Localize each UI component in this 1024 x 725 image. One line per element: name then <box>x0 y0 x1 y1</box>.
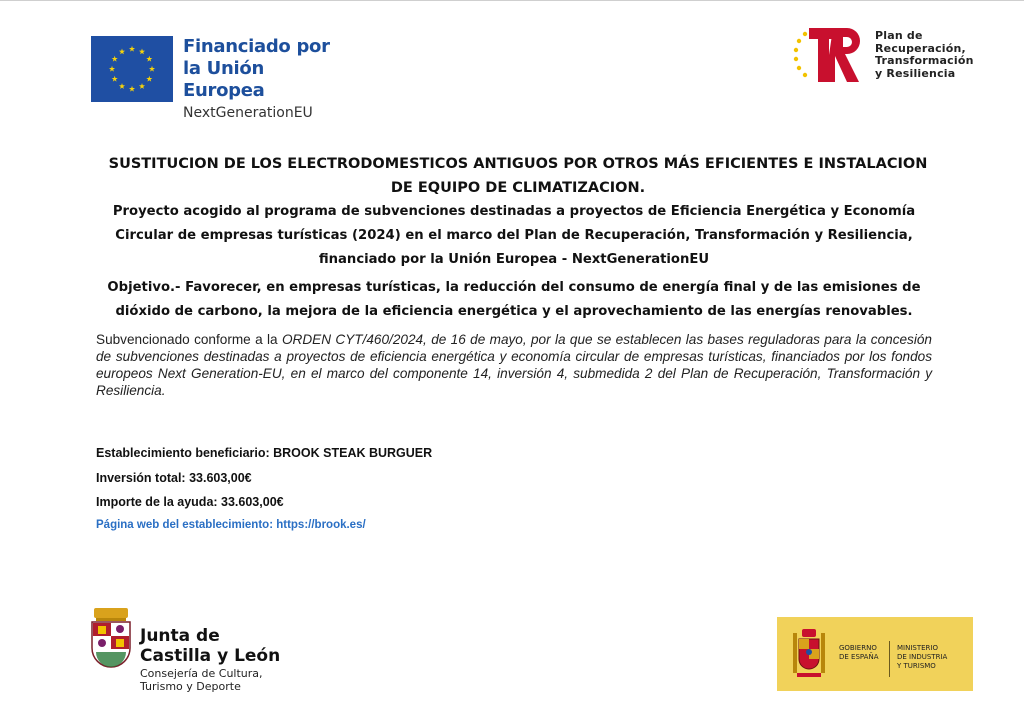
junta-castilla-leon-logo <box>88 606 318 696</box>
aid-amount-line: Importe de la ayuda: 33.603,00€ <box>96 495 284 509</box>
eu-logo-line2: la Unión Europea <box>183 58 265 101</box>
beneficiary-line: Establecimiento beneficiario: BROOK STEAK BURGUER <box>96 446 433 460</box>
eu-funding-logo <box>91 36 331 121</box>
prtr-line4: y Resiliencia <box>875 66 956 80</box>
prtr-mark-icon <box>791 26 867 84</box>
total-investment-line: Inversión total: 33.603,00€ <box>96 471 252 485</box>
gobierno-line2: DE ESPAÑA <box>839 653 879 661</box>
junta-sub-line1: Consejería de Cultura, <box>140 667 263 680</box>
prtr-line2: Recuperación, <box>875 41 966 55</box>
eu-logo-line1: Financiado por <box>183 36 330 57</box>
coat-of-arms-icon <box>88 606 134 672</box>
legal-basis-paragraph <box>96 331 932 399</box>
project-description: Proyecto acogido al programa de subvenciones destinadas a proyectos de Eficiencia Energética y Economía Circular de empresas turísticas (2024) en el marco del Plan de Recuperación, Transformación y Resiliencia, financiado por la Unión Europea - NextGenerationEU <box>112 204 916 267</box>
document-title: SUSTITUCION DE LOS ELECTRODOMESTICOS ANTIGUOS POR OTROS MÁS EFICIENTES E INSTALACION DE EQUIPO DE CLIMATIZACION. <box>108 156 928 194</box>
spain-coat-of-arms-icon <box>791 627 827 681</box>
website-link[interactable]: Página web del establecimiento: https://brook.es/ <box>96 519 366 531</box>
logo-divider <box>889 641 890 677</box>
junta-sub-line2: Turismo y Deporte <box>140 679 241 693</box>
prtr-line3: Transformación <box>875 54 974 67</box>
page-border <box>0 0 1024 1</box>
junta-name-line2: Castilla y León <box>140 646 281 666</box>
eu-flag-icon <box>91 36 173 102</box>
legal-basis-order: ORDEN CYT/460/2024, de 16 de mayo, por la que se establecen las bases reguladoras para la concesión de subvenciones destinadas a proyectos de eficiencia energética y economía circular de empresas turísticas, financiados por los fondos europeos Next Generation-EU, en el marco del componente 14, inversión 4, submedida 2 del Plan de Recuperación, Transformación y Resiliencia. <box>96 332 932 398</box>
gobierno-line1: GOBIERNO <box>839 644 877 652</box>
eu-logo-line3: NextGenerationEU <box>183 105 313 121</box>
ministerio-line3: Y TURISMO <box>897 662 936 670</box>
ministerio-line2: DE INDUSTRIA <box>897 653 948 661</box>
legal-basis-prefix: Subvencionado conforme a la <box>96 332 282 347</box>
project-objective: Objetivo.- Favorecer, en empresas turísticas, la reducción del consumo de energía final y de las emisiones de dióxido de carbono, la mejora de la eficiencia energética y el aprovechamiento de las energías renovables. <box>107 280 921 319</box>
prtr-line1: Plan de <box>875 29 923 42</box>
recovery-plan-logo <box>791 26 981 86</box>
ministerio-line1: MINISTERIO <box>897 644 938 652</box>
gobierno-ministerio-logo <box>777 617 973 691</box>
junta-name-line1: Junta de <box>140 626 220 646</box>
